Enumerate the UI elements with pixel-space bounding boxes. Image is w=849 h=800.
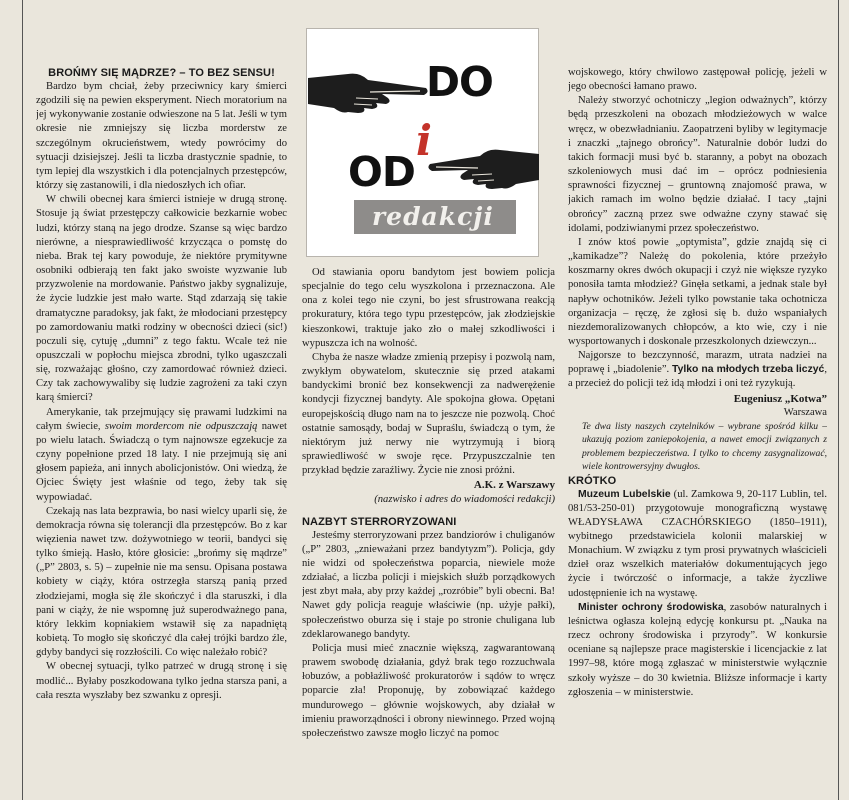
paragraph xyxy=(568,488,827,601)
bold-span: Muzeum Lubelskie xyxy=(578,488,671,500)
text-span: (1850–1911), wybitnego przedstawiciela kolonii malarskiej w Monachium. W związku z tym prosi prywatnych właścicieli dzieł oraz wszelkich materiałów dokumentujących jego życie i twórczość o informacje, a także życzliwe udostępnienie ich na wystawę. xyxy=(568,516,827,599)
article-title-nazbyt: NAZBYT STERRORYZOWANI xyxy=(302,515,457,528)
bold-span: Tylko na młodych trzeba liczyć xyxy=(672,364,825,376)
paragraph: I znów ktoś powie „optymista”, gdzie znajdą się ci „kamikadze”? Należę do pokolenia, które przeżyło koszmarny okres dwóch okupacji i czyż nie większe ryzyko ponosiła tamta młodzież? Ginęła setkami, a jednak stale był napływ ochotników. Jeżeli tylko powstanie taka ochotnicza organizacja – ręczę, że zgłosi się b. dużo wspaniałych niezdemoralizowanych chłopców, a kto wie, czy i nie wysportowanych i doskonale przeszkolonych dziewczyn... xyxy=(568,236,827,347)
left-page-rule xyxy=(22,0,23,800)
letter-signature: Eugeniusz „Kotwa” xyxy=(733,392,827,405)
paragraph: Czekają nas lata bezprawia, bo nasi wielcy uparli się, że demokracja równa się tolerancji dla przestępców. Bo z kar więzienia nawet tzw. dożywotniego w teorii, bandyci się tylko śmieją. Hasło, które głosicie: „brońmy się mądrze” („P” 2803, s. 5) – zupełnie nie ma sensu. Opisana postawa kobiety w ciąży, która ostrzegła starszą panią przed złodziejami, mogła się źle skończyć i dla staruszki, i dla pani w ciąży, że nie wspomnę już superodważnego pana, który lekkim kopniakiem wstawił się za napadniętą kobietą. To mogło się skończyć dla całej trójki bardzo źle, gdyby bandyci się rozzłościli. Co więc należało robić? xyxy=(36,505,287,659)
logo-word-redakcji: redakcji xyxy=(372,202,494,231)
editorial-note: Te dwa listy naszych czytelników – wybrane spośród kilku – ukazują poziom zaniepokojenia, a nawet emocji związanych z problemem bezpieczeństwa. I tylko to chcemy zasygnalizować, wiele kontrowersyjny dwugłos. xyxy=(582,420,827,473)
logo-word-do: DO xyxy=(426,58,493,106)
column-middle xyxy=(302,266,555,800)
signature-city: Warszawa xyxy=(783,406,827,418)
text-span: , zasobów naturalnych i leśnictwa ogłasza kolejną edycję konkursu pt. „Nauka na rzecz ochrony środowiska i przyrody”. W konkursie oceniane są najlepsze prace magisterskie i licencjackie z lat 1997–98, które mogą zgłaszać w ministerstwie wyłącznie szkoły wyższe – do 30 kwietnia. Bliższe informacje i karty zgłoszenia – w ministerstwie. xyxy=(568,601,827,698)
signature-note: (nazwisko i adres do wiadomości redakcji) xyxy=(374,493,555,505)
paragraph: Bardzo bym chciał, żeby przeciwnicy kary śmierci zgodzili się na pewien eksperyment. Niech moratorium na jej wykonywanie zostanie odwieszone na 5 lat. Jeśli w tym okresie nie zmniejszy się liczba morderstw ze szczególnym okrucieństwem, wtedy powrócimy do sytuacji dzisiejszej. Jeśli ta liczba drastycznie spadnie, to tym lepiej dla wszystkich i dla potencjalnych przestępców, którzy się zastanowili, i dla niedoszłych ich ofiar. xyxy=(36,81,287,192)
column-left xyxy=(36,66,287,800)
pointing-hand-left-icon xyxy=(426,140,539,192)
text-span: , a przecież do policji też idą młodzi i oni też ryzykują. xyxy=(568,364,827,390)
logo-word-od: OD xyxy=(348,148,415,196)
logo-word-i: i xyxy=(416,116,431,165)
paragraph: W chwili obecnej kara śmierci istnieje w drugą stronę. Stosuje ją świat przestępczy całkowicie bezkarnie wobec ludzi, którzy staną na jego drodze. Szanse są więc bardzo nierówne, a niesprawiedliwość krzycząca o pomstę do nieba. Brak tej kary powoduje, że niektóre prymitywne osobniki odbierają ten fakt jako swoiste wyzwanie lub przyzwolenie na mordowanie. Państwo jakby sygnalizuje, że życie ludzkie jest mało warte. Stąd zdarzają się takie dramatyczne paradoksy, jak fakt, że młodociani przestępcy po zamordowaniu matki rodziny w obecności dzieci (sic!) poczuli się, cytuję „dumni” z tego faktu. Wcale też nie opuszczali w popłochu miejsca zbrodni, tylko ugaszczali się, rozważając głośno, czy zamordować również dzieci. Czy tak zachowywaliby się ludzie zagrożeni za taki czyn karą śmierci? xyxy=(36,194,287,404)
paragraph: Jesteśmy sterroryzowani przez bandziorów i chuliganów („P” 2803, „znieważani przez bandytyzm”). Policja, gdy nie widzi od społeczeństwa poparcia, niewiele może zdziałać, a liczba policji i miejskich służb porządkowych jest zbyt mała, aby przy każdej „rozróbie” byli obecni. Ba! Nawet gdy policja reaguje właściwie (np. użyje pałki), społeczeństwo oburza się i staje po stronie chuligana lub zdeklarowanego bandyty. xyxy=(302,529,555,640)
paragraph: W obecnej sytuacji, tylko patrzeć w drugą stronę i się modlić... Byłaby poszkodowana tylko jedna starsza pani, a cała reszta wyszłaby bez szwanku z opresji. xyxy=(36,661,287,701)
paragraph: Chyba że nasze władze zmienią przepisy i pozwolą nam, zwykłym obywatelom, skutecznie się przed atakami bandyckimi bronić bez konsekwencji za nadwerężenie kondycji fizycznej bandyty. Ale spokojna głowa. Opętani europejskością długo nam na to jeszcze nie pozwolą. Choć ostatnie samosądy, bodaj w Supraślu, świadczą o tym, że niektórym już nerwy nie wytrzymują i biorą sprawiedliwość w swoje ręce. Przypuszczalnie ten przykład będzie zaraźliwy. Życie nie znosi próżni. xyxy=(302,351,555,477)
paragraph xyxy=(568,349,827,391)
paragraph xyxy=(36,406,287,505)
paragraph: Należy stworzyć ochotniczy „legion odważnych”, którzy będą przeszkoleni na obozach młodzieżowych w walce wręcz, w obezwładnianiu. Zaopatrzeni byliby w legitymacje i znaczki „tajnego obrońcy”. Naturalnie dobór ludzi do takich formacji musi być b. staranny, a pobyt na obozach szkoleniowych musi dać im – oprócz podniesienia sprawności fizycznej – gruntowną znajomość prawa, w jakich ramach im wolno będzie działać. I tacy „tajni obrońcy” zaczną przez swe odważne czyny stawać się idolami, podziwianymi przez społeczeństwo. xyxy=(568,95,827,234)
paragraph xyxy=(568,601,827,700)
paragraph: wojskowego, który chwilowo zastępował policję, jeżeli w jego obecności łamano prawo. xyxy=(568,67,827,93)
text-span: WŁADYSŁAWA CZACHÓRSKIEGO xyxy=(568,516,751,528)
pointing-hand-right-icon xyxy=(308,68,430,116)
text-span: Najgorsze to bezczynność, marazm, utrata nadziei na poprawę i „biadolenie”. xyxy=(568,350,827,376)
italic-span: swoim mordercom nie odpuszczają xyxy=(104,420,258,432)
section-title-krotko: KRÓTKO xyxy=(568,474,617,487)
do-i-od-redakcji-logo xyxy=(298,28,547,257)
letter-signature: A.K. z Warszawy xyxy=(473,479,555,492)
text-span: Amerykanie, tak przejmujący się prawami ludzkimi na całym świecie, xyxy=(36,406,287,432)
text-span: (ul. Zamkowa 9, 20-117 Lublin, tel. 081/53-250-01) przygotowuje monograficzną wystawę xyxy=(568,488,827,514)
paragraph: Od stawiania oporu bandytom jest bowiem policja specjalnie do tego celu wyszkolona i przeznaczona. Ale ona z kolei tego nie czyni, bo jest sfrustrowana reakcją prokuratury, która tego typu przestępców, jak złodziejskie kieszonkowi, traktuje jako zło o małej szkodliwości i wypuszcza ich na wolność. xyxy=(302,267,555,349)
right-page-rule xyxy=(838,0,839,800)
article-title-bronmy: BROŃMY SIĘ MĄDRZE? – TO BEZ SENSU! xyxy=(48,67,275,79)
paragraph: Policja musi mieć znacznie większą, zagwarantowaną prawem swobodę działania, gdyż brak tego rozzuchwala łobuzów, a pobłażliwość prokuratorów i sądów to wręcz poparcie zła! Proponuję, by zobowiązać każdego mundurowego – głównie wojskowych, aby działał w imieniu praworządności i obrony niewinnego. Przed wojną społeczeństwo zawsze mogło liczyć na pomoc xyxy=(302,642,555,739)
bold-span: Minister ochrony środowiska xyxy=(578,601,724,613)
text-span: nawet po wielu latach. Świadczą o tym najnowsze egzekucje za czyny popełnione przed 18 laty. I nie przejmują się ani głosem papieża, ani innych abolicjonistów. Oni wiedzą, że Ojciec Święty jest właśnie od tego, żeby tak się wypowiadać. xyxy=(36,420,287,503)
column-right xyxy=(568,66,827,800)
